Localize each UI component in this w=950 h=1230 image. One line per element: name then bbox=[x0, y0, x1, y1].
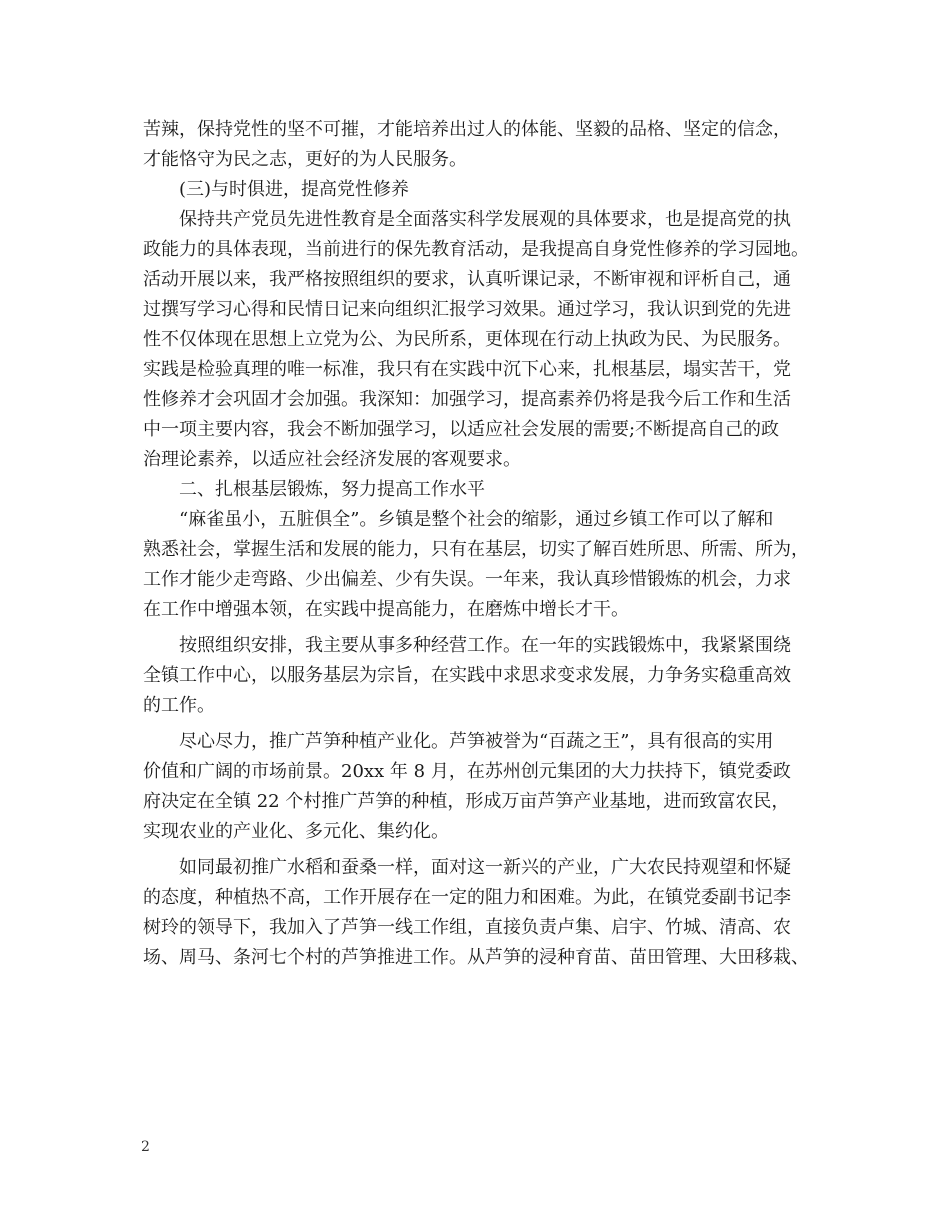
text-line: 工作才能少走弯路、少出偏差、少有失误。一年来，我认真珍惜锻炼的机会，力求 bbox=[143, 569, 791, 590]
text-line: 实现农业的产业化、多元化、集约化。 bbox=[143, 821, 449, 842]
text-line: 苦辣，保持党性的坚不可摧，才能培养出过人的体能、坚毅的品格、坚定的信念， bbox=[143, 119, 791, 140]
text-line: 的工作。 bbox=[143, 695, 215, 716]
text-line: 实践是检验真理的唯一标准，我只有在实践中沉下心来，扎根基层，塌实苦干，党 bbox=[143, 359, 791, 380]
document-body bbox=[143, 115, 823, 973]
text-line: 过撰写学习心得和民情日记来向组织汇报学习效果。通过学习，我认识到党的先进 bbox=[143, 299, 791, 320]
text-line: 价值和广阔的市场前景。20xx 年 8 月，在苏州创元集团的大力扶持下，镇党委政 bbox=[143, 761, 791, 782]
text-line: 才能恪守为民之志，更好的为人民服务。 bbox=[143, 149, 467, 170]
text-line: 活动开展以来，我严格按照组织的要求，认真听课记录，不断审视和评析自己，通 bbox=[143, 269, 791, 290]
page-number: 2 bbox=[141, 1139, 150, 1155]
text-line: “麻雀虽小，五脏俱全”。乡镇是整个社会的缩影，通过乡镇工作可以了解和 bbox=[179, 509, 774, 530]
text-line: 场、周马、条河七个村的芦笋推进工作。从芦笋的浸种育苗、苗田管理、大田移栽、 bbox=[143, 947, 809, 968]
text-line: 治理论素养，以适应社会经济发展的客观要求。 bbox=[143, 449, 521, 470]
text-line: 性不仅体现在思想上立党为公、为民所系，更体现在行动上执政为民、为民服务。 bbox=[143, 329, 791, 350]
text-line: 府决定在全镇 22 个村推广芦笋的种植，形成万亩芦笋产业基地，进而致富农民， bbox=[143, 791, 790, 812]
text-line: 按照组织安排，我主要从事多种经营工作。在一年的实践锻炼中，我紧紧围绕 bbox=[179, 635, 791, 656]
section-heading: 二、扎根基层锻炼，努力提高工作水平 bbox=[179, 479, 485, 500]
text-line: 性修养才会巩固才会加强。我深知：加强学习，提高素养仍将是我今后工作和生活 bbox=[143, 389, 791, 410]
section-heading: (三)与时俱进，提高党性修养 bbox=[179, 179, 410, 200]
text-line: 中一项主要内容，我会不断加强学习，以适应社会发展的需要;不断提高自己的政 bbox=[143, 419, 780, 440]
text-line: 熟悉社会，掌握生活和发展的能力，只有在基层，切实了解百姓所思、所需、所为， bbox=[143, 539, 809, 560]
text-line: 的态度，种植热不高，工作开展存在一定的阻力和困难。为此，在镇党委副书记李 bbox=[143, 887, 791, 908]
text-line: 树玲的领导下，我加入了芦笋一线工作组，直接负责卢集、启宇、竹城、清高、农 bbox=[143, 917, 791, 938]
text-line: 在工作中增强本领，在实践中提高能力，在磨炼中增长才干。 bbox=[143, 599, 629, 620]
text-line: 保持共产党员先进性教育是全面落实科学发展观的具体要求，也是提高党的执 bbox=[179, 209, 791, 230]
text-line: 政能力的具体表现，当前进行的保先教育活动，是我提高自身党性修养的学习园地。 bbox=[143, 239, 809, 260]
text-line: 尽心尽力，推广芦笋种植产业化。芦笋被誉为“百蔬之王”，具有很高的实用 bbox=[179, 731, 774, 752]
text-line: 如同最初推广水稻和蚕桑一样，面对这一新兴的产业，广大农民持观望和怀疑 bbox=[179, 857, 791, 878]
text-line: 全镇工作中心，以服务基层为宗旨，在实践中求思求变求发展，力争务实稳重高效 bbox=[143, 665, 791, 686]
